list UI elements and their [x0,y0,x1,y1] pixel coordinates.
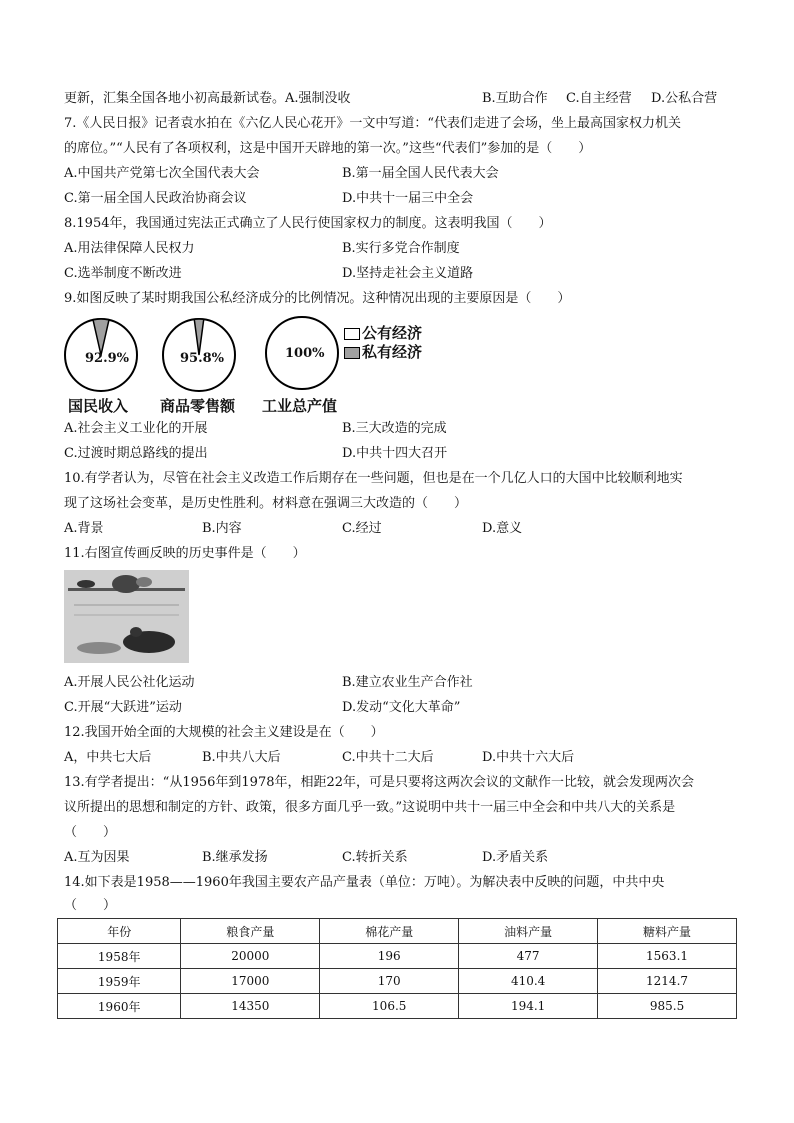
table-cell: 20000 [181,944,320,969]
question-12-option-a: A，中共七大后 [64,750,152,765]
table-cell: 477 [459,944,598,969]
table-cell: 1958年 [58,944,181,969]
question-7-option-a: A.中国共产党第七次全国代表大会 [64,166,260,181]
question-10-option-d: D.意义 [482,521,523,536]
question-7-option-d: D.中共十一届三中全会 [342,191,474,206]
table-cell: 170 [320,969,459,994]
question-14-stem: 14.如下表是1958——1960年我国主要农产品产量表（单位：万吨）。为解决表中反映的问题，中共中央 [64,875,665,890]
table-cell: 985.5 [598,994,737,1019]
question-11-stem: 11.右图宣传画反映的历史事件是（ ） [64,546,306,561]
question-10-option-b: B.内容 [202,521,242,536]
question-9-stem: 9.如图反映了某时期我国公私经济成分的比例情况。这种情况出现的主要原因是（ ） [64,291,571,306]
text-line: 更新，汇集全国各地小初高最新试卷。A.强制没收 [64,91,351,106]
question-7-option-b: B.第一届全国人民代表大会 [342,166,499,181]
question-13-bracket: （ ） [64,825,117,840]
question-11-option-a: A.开展人民公社化运动 [64,675,195,690]
question-9-option-a: A.社会主义工业化的开展 [64,421,208,436]
table-cell: 1214.7 [598,969,737,994]
question-12-option-b: B.中共八大后 [202,750,281,765]
question-10-option-a: A.背景 [64,521,104,536]
question-11-option-c: C.开展“大跃进”运动 [64,700,182,715]
question-8-option-a: A.用法律保障人民权力 [64,241,195,256]
table-cell: 17000 [181,969,320,994]
legend-label: 公有经济 [362,324,423,342]
question-7-stem-cont: 的席位。”“人民有了各项权利，这是中国开天辟地的第一次。”这些“代表们”参加的是（ ） [64,141,592,156]
pie-value-label: 100% [285,346,325,361]
option-c: C.自主经营 [566,91,632,106]
pie-category-label: 工业总产值 [262,397,338,415]
table-header-cell: 棉花产量 [320,919,459,944]
option-d: D.公私合营 [651,91,718,106]
question-13-option-d: D.矛盾关系 [482,850,549,865]
question-7-stem: 7.《人民日报》记者袁水拍在《六亿人民心花开》一文中写道：“代表们走进了会场，坐上最高国家权力机关 [64,116,682,131]
table-header-cell: 糖料产量 [598,919,737,944]
question-9-option-b: B.三大改造的完成 [342,421,447,436]
table-cell: 1563.1 [598,944,737,969]
table-header-cell: 油料产量 [459,919,598,944]
legend-swatch-private [344,347,360,359]
question-13-stem: 13.有学者提出：“从1956年到1978年，相距22年，可是只要将这两次会议的文献作一比较，就会发现两次会 [64,775,695,790]
table-cell: 196 [320,944,459,969]
table-header-cell: 粮食产量 [181,919,320,944]
pie-value-label: 95.8% [180,351,225,366]
question-13-option-c: C.转折关系 [342,850,408,865]
question-8-option-b: B.实行多党合作制度 [342,241,460,256]
question-13-option-b: B.继承发扬 [202,850,268,865]
question-8-stem: 8.1954年，我国通过宪法正式确立了人民行使国家权力的制度。这表明我国（ ） [64,216,552,231]
question-8-option-d: D.坚持走社会主义道路 [342,266,474,281]
question-9-option-d: D.中共十四大召开 [342,446,448,461]
table-cell: 1960年 [58,994,181,1019]
question-9-option-c: C.过渡时期总路线的提出 [64,446,208,461]
table-cell: 194.1 [459,994,598,1019]
propaganda-poster-image [64,570,189,663]
table-row [58,944,737,969]
pie-value-label: 92.9% [85,351,130,366]
question-8-option-c: C.选举制度不断改进 [64,266,182,281]
pie-category-label: 商品零售额 [160,397,236,415]
question-11-option-d: D.发动“文化大革命” [342,700,461,715]
legend-swatch-public [344,328,360,340]
table-header-cell: 年份 [58,919,181,944]
question-11-option-b: B.建立农业生产合作社 [342,675,473,690]
question-12-option-c: C.中共十二大后 [342,750,434,765]
poster-illustration-icon [64,570,189,663]
question-13-stem-cont: 议所提出的思想和制定的方针、政策，很多方面几乎一致。”这说明中共十一届三中全会和中共八大的关系是 [64,800,676,815]
production-table [57,918,737,1019]
question-12-stem: 12.我国开始全面的大规模的社会主义建设是在（ ） [64,725,384,740]
question-10-stem-cont: 现了这场社会变革，是历史性胜利。材料意在强调三大改造的（ ） [64,496,468,511]
question-7-option-c: C.第一届全国人民政治协商会议 [64,191,247,206]
question-10-stem: 10.有学者认为，尽管在社会主义改造工作后期存在一些问题，但也是在一个几亿人口的大国中比较顺利地实 [64,471,683,486]
table-row [58,994,737,1019]
question-13-option-a: A.互为因果 [64,850,130,865]
table-cell: 106.5 [320,994,459,1019]
question-12-option-d: D.中共十六大后 [482,750,575,765]
question-10-option-c: C.经过 [342,521,382,536]
option-b: B.互助合作 [482,91,548,106]
legend-private [344,341,422,362]
question-14-bracket: （ ） [64,898,117,913]
pie-category-label: 国民收入 [68,397,129,415]
legend-label: 私有经济 [362,343,423,361]
legend-public [344,322,422,343]
table-cell: 410.4 [459,969,598,994]
table-cell: 1959年 [58,969,181,994]
table-header-row [58,919,737,944]
table-row [58,969,737,994]
table-cell: 14350 [181,994,320,1019]
